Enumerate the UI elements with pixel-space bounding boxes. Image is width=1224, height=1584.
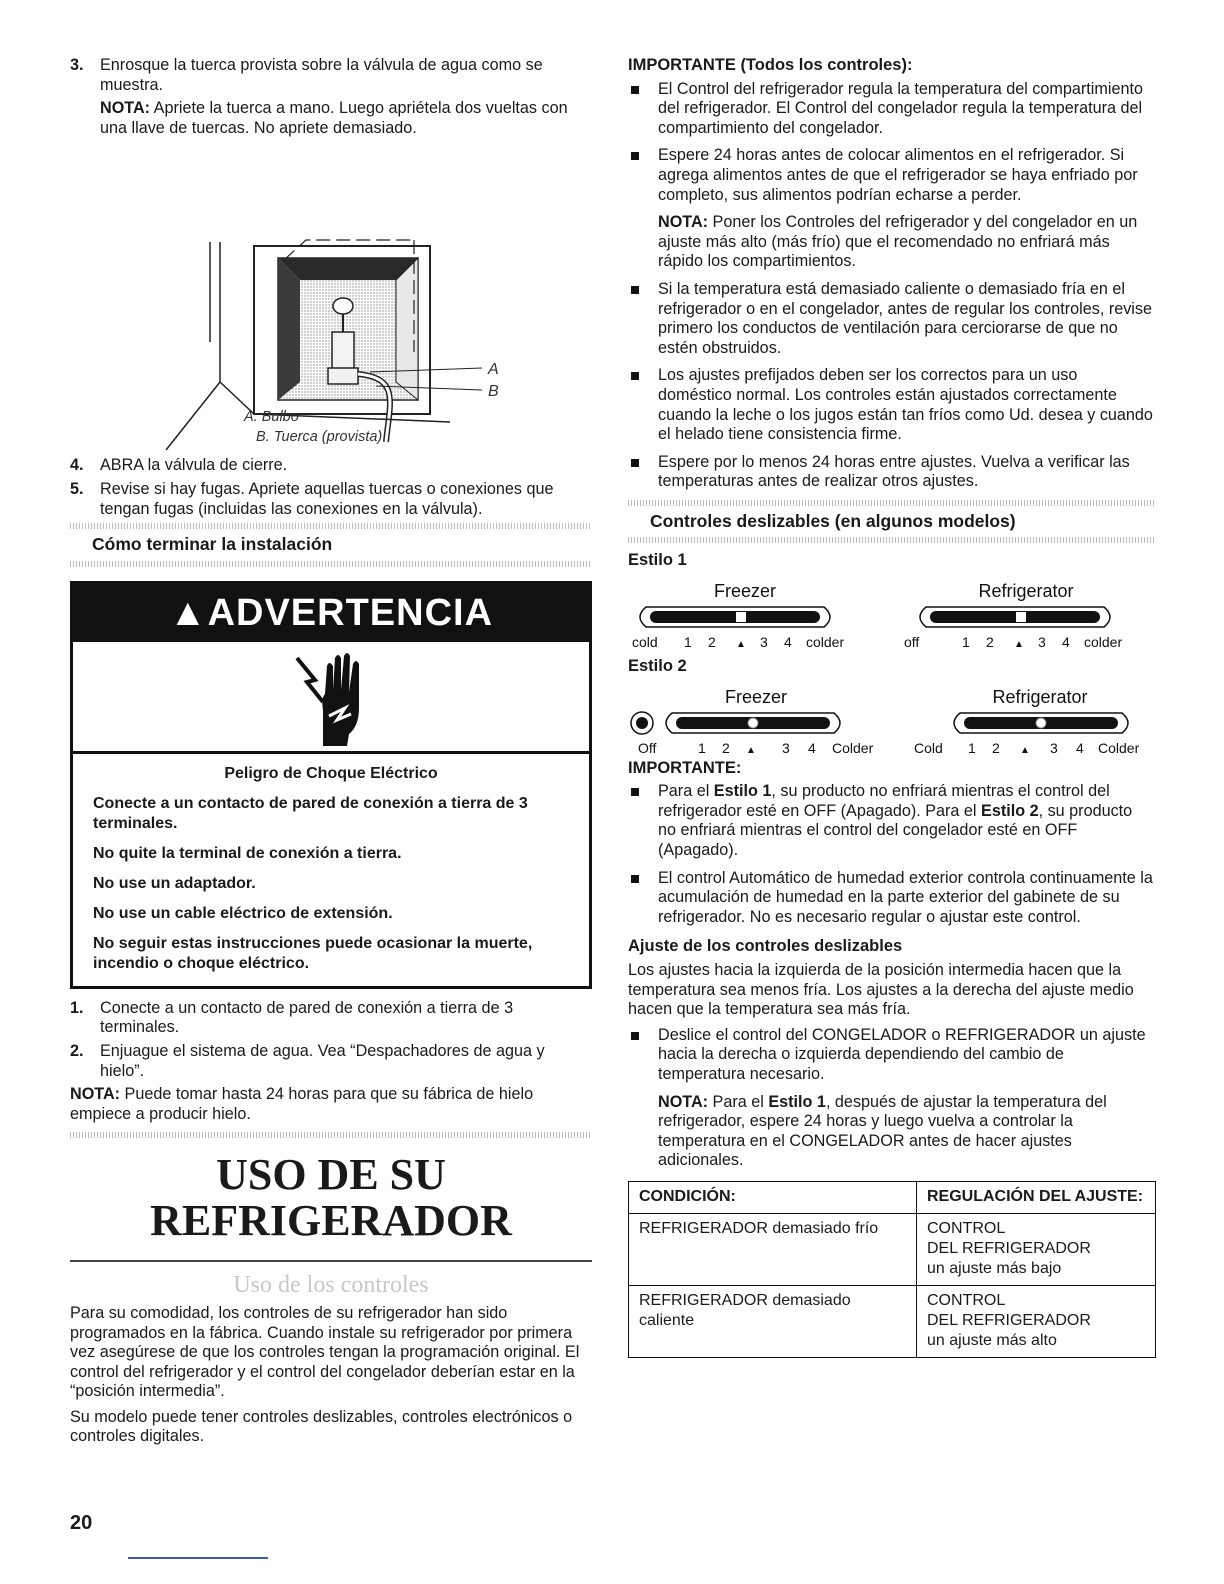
- scale-label: ▲: [1020, 744, 1030, 756]
- refrigerator-title: Refrigerator: [978, 581, 1074, 602]
- table-row: [629, 1213, 1156, 1285]
- bullet-item: [628, 366, 1154, 444]
- footer-line: [128, 1557, 268, 1559]
- scale-label: 3: [782, 739, 790, 756]
- style-label: Estilo 1: [628, 551, 687, 570]
- scale-label: ▲: [736, 639, 746, 651]
- scale-label: Off: [638, 739, 657, 756]
- scale-label: 1: [698, 739, 706, 756]
- warning-line: No use un cable eléctrico de extensión.: [93, 904, 393, 922]
- note-label: NOTA:: [70, 1085, 121, 1104]
- step-number: 5.: [70, 479, 84, 498]
- note-2: [70, 1085, 592, 1124]
- warning-title: ADVERTENCIA: [207, 591, 494, 634]
- step-note: [100, 99, 592, 138]
- bullet-note: [658, 213, 1154, 272]
- section-title: Cómo terminar la instalación: [92, 534, 333, 555]
- bullet-item: [628, 1026, 1154, 1171]
- refrigerator-slider-knob[interactable]: [1016, 612, 1026, 622]
- bullet-text: [658, 782, 1154, 860]
- step-number: 1.: [70, 998, 84, 1017]
- adjustment-table: [628, 1181, 1156, 1358]
- bullet-item: [628, 146, 1154, 272]
- scale-label: ▲: [746, 744, 756, 756]
- step-1: [70, 999, 592, 1038]
- adjust-paragraph: Los ajustes hacia la izquierda de la posición intermedia hacen que la temperatura sea menos fría. Los ajustes a la derecha del ajuste medio hacen que la temperatura sea más fría.: [628, 961, 1134, 1019]
- style-1-sliders: [628, 575, 1154, 651]
- step-4: [70, 456, 592, 476]
- cell-line: CONTROL: [927, 1291, 1006, 1309]
- controls-title: Uso de los controles: [233, 1272, 429, 1299]
- bullet-item: [628, 80, 1154, 139]
- scale-label: 1: [968, 739, 976, 756]
- bullet-item: [628, 453, 1154, 492]
- scale-label: colder: [806, 634, 845, 651]
- bullet-item: [628, 782, 1154, 860]
- scale-label: Colder: [1098, 739, 1140, 756]
- note-label: NOTA:: [658, 1092, 709, 1111]
- chapter-title-line: REFRIGERADOR: [150, 1196, 512, 1246]
- note-text: Puede tomar hasta 24 horas para que su fábrica de hielo empiece a producir hielo.: [70, 1085, 534, 1123]
- bullet-text: Deslice el control del CONGELADOR o REFRIGERADOR un ajuste hacia la derecha o izquierda dependiendo del cambio de temperatura necesario.: [658, 1025, 1146, 1083]
- scale-label: 3: [1038, 634, 1046, 651]
- step-number: 4.: [70, 456, 84, 475]
- text-run: Para el: [658, 782, 714, 801]
- section-divider: [70, 561, 592, 567]
- warning-triangle-icon: ▲: [168, 591, 208, 634]
- callout-a: A: [488, 361, 499, 379]
- scale-label: 3: [1050, 739, 1058, 756]
- note-text: Apriete la tuerca a mano. Luego apriétela dos vueltas con una llave de tuercas. No apriete demasiado.: [100, 99, 568, 137]
- scale-label: 2: [992, 739, 1000, 756]
- step-5: [70, 480, 592, 519]
- refrigerator-title: Refrigerator: [992, 686, 1088, 707]
- text-run: , después de ajustar la temperatura del refrigerador, espere 24 horas y luego vuelva a controlar la temperatura en el CONGELADOR antes de hacer ajustes adicionales.: [658, 1092, 1107, 1170]
- scale-label: 2: [708, 634, 716, 651]
- table-cell: [917, 1285, 1156, 1357]
- cell-line: un ajuste más bajo: [927, 1259, 1062, 1277]
- caption-a: A. Bulbo: [244, 409, 299, 426]
- bullet-text: El control Automático de humedad exterior controla continuamente la acumulación de humedad en la parte exterior del gabinete de su refrigerador. No es necesario regular o ajustar este control.: [658, 868, 1153, 926]
- scale-label: 4: [808, 739, 816, 756]
- scale-label: colder: [1084, 634, 1123, 651]
- warning-line: No use un adaptador.: [93, 874, 256, 892]
- bullet-text: Espere 24 horas antes de colocar alimentos en el refrigerador. Si agrega alimentos antes de que el refrigerador se haya enfriado por completo, sus alimentos podrían echarse a perder.: [658, 146, 1138, 204]
- note-text: Poner los Controles del refrigerador y del congelador en un ajuste más alto (más frío) que el recomendado no enfriará más rápido los compartimientos.: [658, 213, 1138, 271]
- scale-label: 2: [986, 634, 994, 651]
- freezer-title: Freezer: [724, 686, 788, 707]
- intro-paragraph: Su modelo puede tener controles deslizables, controles electrónicos o controles digitales.: [70, 1407, 573, 1446]
- warning-body: [73, 754, 589, 986]
- section-divider: [628, 537, 1154, 543]
- cell-line: DEL REFRIGERADOR: [927, 1311, 1091, 1329]
- freezer-slider-knob[interactable]: [736, 612, 746, 622]
- bullet-item: [628, 869, 1154, 928]
- text-run: Estilo 1: [713, 782, 772, 801]
- valve-figure: [70, 142, 592, 452]
- scale-label: 4: [1076, 739, 1084, 756]
- warning-line: No quite la terminal de conexión a tierra.: [93, 844, 402, 862]
- scale-label: ▲: [1014, 639, 1024, 651]
- warning-line: No seguir estas instrucciones puede ocasionar la muerte, incendio o choque eléctrico.: [93, 934, 533, 972]
- table-header-cell: REGULACIÓN DEL AJUSTE:: [917, 1181, 1156, 1213]
- right-column: [628, 56, 1154, 1358]
- bullet-item: [628, 280, 1154, 358]
- page-number: 20: [70, 1512, 93, 1534]
- step-text: Revise si hay fugas. Apriete aquellas tuercas o conexiones que tengan fugas (incluidas las conexiones en la válvula).: [100, 479, 554, 518]
- text-run: Estilo 1: [768, 1092, 826, 1111]
- text-run: Estilo 2: [981, 801, 1039, 820]
- bullet-text: Los ajustes prefijados deben ser los correctos para un uso doméstico normal. Los controles están ajustados correctamente cuando la leche o los jugos están tan fríos como Ud. desea y cuando el helado tiene consistencia firme.: [658, 366, 1153, 444]
- text-run: , su producto no enfriará mientras el control del congelador esté en OFF (Apagado).: [658, 801, 1133, 860]
- note-label: NOTA:: [658, 213, 709, 232]
- cell-line: CONTROL: [927, 1219, 1006, 1237]
- scale-label: Colder: [832, 739, 874, 756]
- warning-header: [73, 584, 589, 642]
- style-2-sliders: [628, 681, 1154, 757]
- bullet-note: [658, 1093, 1154, 1171]
- adjust-heading: Ajuste de los controles deslizables: [628, 937, 903, 956]
- freezer-title: Freezer: [713, 581, 777, 602]
- electric-shock-icon: [73, 642, 589, 754]
- bullet-text: Si la temperatura está demasiado caliente o demasiado fría en el refrigerador o en el congelador, antes de regular los controles, revise primero los conductos de ventilación para cerciorarse de que no estén obstruidos.: [658, 279, 1153, 357]
- valve-illustration: [70, 142, 592, 452]
- bullet-text: Espere por lo menos 24 horas entre ajustes. Vuelva a verificar las temperaturas antes de realizar otros ajustes.: [658, 452, 1130, 491]
- bullet-text: El Control del refrigerador regula la temperatura del compartimiento del refrigerador. El Control del congelador regula la temperatura del compartimiento del congelador.: [658, 79, 1143, 137]
- warning-hazard: Peligro de Choque Eléctrico: [224, 764, 438, 782]
- table-cell: REFRIGERADOR demasiado frío: [629, 1213, 917, 1285]
- table-cell: [917, 1213, 1156, 1285]
- scale-label: 3: [760, 634, 768, 651]
- step-2: [70, 1042, 592, 1081]
- table-row: [629, 1285, 1156, 1357]
- note-label: NOTA:: [100, 99, 151, 118]
- cell-line: un ajuste más alto: [927, 1331, 1057, 1349]
- cell-line: DEL REFRIGERADOR: [927, 1239, 1091, 1257]
- step-text: ABRA la válvula de cierre.: [100, 456, 288, 475]
- scale-label: Cold: [914, 739, 943, 756]
- scale-label: 4: [784, 634, 792, 651]
- step-number: 3.: [70, 56, 84, 74]
- scale-label: 1: [962, 634, 970, 651]
- important-heading: IMPORTANTE:: [628, 758, 742, 777]
- table-cell: REFRIGERADOR demasiado caliente: [629, 1285, 917, 1357]
- callout-b: B: [488, 383, 499, 401]
- refrigerator-slider-knob[interactable]: [1036, 718, 1046, 728]
- freezer-slider-knob[interactable]: [748, 718, 758, 728]
- step-text: Enrosque la tuerca provista sobre la válvula de agua como se muestra.: [100, 56, 543, 94]
- step-text: Conecte a un contacto de pared de conexión a tierra de 3 terminales.: [100, 998, 514, 1037]
- important-heading: IMPORTANTE (Todos los controles):: [628, 56, 913, 74]
- scale-label: cold: [632, 634, 658, 651]
- warning-line: Conecte a un contacto de pared de conexión a tierra de 3 terminales.: [93, 794, 528, 832]
- step-text: Enjuague el sistema de agua. Vea “Despachadores de agua y hielo”.: [100, 1041, 545, 1080]
- section-title: Controles deslizables (en algunos modelos): [650, 510, 1016, 531]
- style-label: Estilo 2: [628, 657, 687, 676]
- scale-label: 1: [684, 634, 692, 651]
- step-number: 2.: [70, 1041, 84, 1060]
- scale-label: 2: [722, 739, 730, 756]
- warning-box: [70, 581, 592, 989]
- shock-hand-icon: [293, 650, 373, 750]
- table-header-cell: CONDICIÓN:: [629, 1181, 917, 1213]
- left-column: [70, 56, 592, 1453]
- chapter-title: [70, 1152, 592, 1244]
- title-rule: [70, 1260, 592, 1262]
- scale-label: 4: [1062, 634, 1070, 651]
- text-run: , su producto no enfriará mientras el control del refrigerador esté en OFF (Apagado). Para el: [658, 782, 1110, 820]
- style-2-diagram: [628, 681, 1154, 757]
- text-run: Para el: [708, 1092, 769, 1111]
- table-header-row: [629, 1181, 1156, 1213]
- section-divider: [70, 1132, 592, 1138]
- style-1-diagram: [628, 575, 1154, 651]
- chapter-title-line: USO DE SU: [216, 1150, 446, 1200]
- caption-b: B. Tuerca (provista): [256, 429, 383, 446]
- intro-paragraph: Para su comodidad, los controles de su refrigerador han sido programados en la fábrica. Cuando instale su refrigerador por primera vez asegúrese de que los controles tengan la programación original. El control del refrigerador y el control del congelador deberían estar en la “posición intermedia”.: [70, 1303, 580, 1401]
- step-3: [70, 56, 592, 138]
- scale-label: off: [904, 634, 920, 651]
